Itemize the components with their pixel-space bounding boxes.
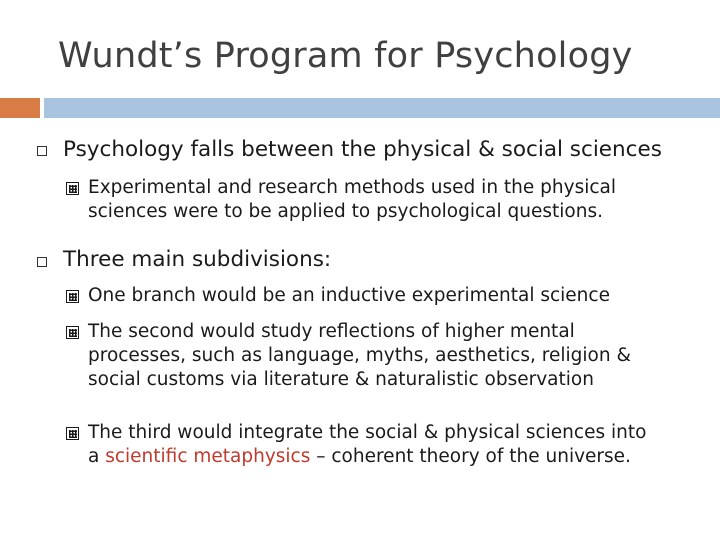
bullet-level2 (88, 421, 646, 469)
bullet-line: One branch would be an inductive experimental science (88, 285, 610, 306)
bullet-line: The second would study reflections of higher mental (88, 321, 575, 342)
square-bullet-icon (37, 146, 47, 156)
bullet-line: social customs via literature & naturalistic observation (88, 369, 594, 390)
bullet-level2 (88, 320, 631, 392)
text-fragment: – coherent theory of the universe. (310, 446, 631, 467)
checkered-bullet-icon (66, 182, 79, 195)
bullet-level2 (88, 284, 610, 308)
bullet-level2 (88, 176, 616, 224)
square-bullet-icon (37, 257, 47, 267)
bullet-line (88, 445, 646, 469)
bullet-line: processes, such as language, myths, aesthetics, religion & (88, 345, 631, 366)
slide-title: Wundt’s Program for Psychology (58, 36, 633, 76)
bullet-level1: Three main subdivisions: (63, 247, 332, 272)
bullet-level1: Psychology falls between the physical & social sciences (63, 137, 662, 162)
bullet-line: Experimental and research methods used in the physical (88, 177, 617, 198)
text-fragment: a (88, 446, 106, 467)
bullet-line: The third would integrate the social & physical sciences into (88, 422, 647, 443)
bullet-line: sciences were to be applied to psychological questions. (88, 201, 603, 222)
highlighted-term: scientific metaphysics (105, 446, 311, 467)
checkered-bullet-icon (66, 326, 79, 339)
checkered-bullet-icon (66, 290, 79, 303)
checkered-bullet-icon (66, 427, 79, 440)
